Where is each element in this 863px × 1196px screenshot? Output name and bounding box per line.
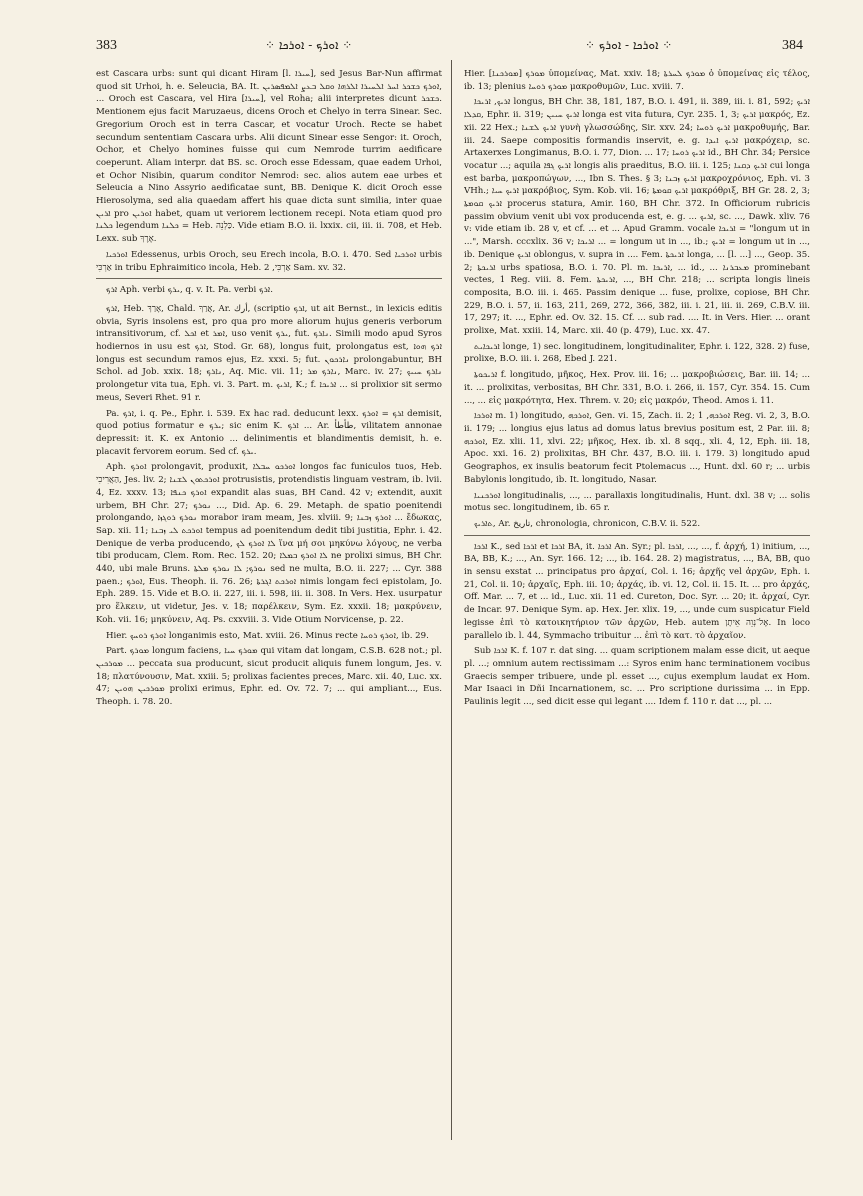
entry-paragraph: ܐܪܝܟ, ܐܪܝܟܐ longus, BH Chr. 38, 181, 187, B.O. i. 491, ii. 389, iii. i. 81, 592; ܐܪܝܟ ܩܕܠܐ, Ephr. ii. 319; ܐܪܝܟ ܚܝܝܢ longa est vita futura, Cyr. 235. 1, 3; ܐܪܝܟ μακρός, Ez. xii. 22 Hex.; ܐܪܝܟ ܠܫܢܐ γυνὴ γλωσσώδης, Sir. xxv. 24; ܐܪܝܟ ܪܘܚܐ μακροθυμής, Bar. iii. 24. Saepe compositis formandis inservit, e. g. ܐܪܝܟ ܐܝܕܐ μακρόχειρ, sc. Artaxerxes Longimanus, B.O. i. 77, Dion. ... 17; ܐܪܝܟ ܪܘܚܐ id., BH Chr. 34; Persice vocatur ...; aquila ܐܪܝܟ ܓܦܐ longis alis praeditus, B.O. iii. i. 125; ܐܪܝܟ ܕܩܢܐ cui longa est barba, μακροπώγων, ..., Ibn S. Thes. § 3; ܐܪܝܟ ܙܒܢܐ μακροχρόνιος, Eph. vi. 3 VHh.; ܐܪܝܟ ܚܝܐ μακρόβιος, Sym. Kob. vii. 16; ܐܪܝܟ ܩܘܡܬܐ μακρόθριξ, BH Gr. 28. 2, 3; ܐܪܝܟ ܩܘܡܬܐ procerus statura, Amir. 160, BH Chr. 372. In Officiorum rubricis passim obvium venit ubi vox producenda est, e. g. ... ܐܪܝܟ, sc. ..., Dawk. xliv. 76 v: vide etiam ib. 28 v, et cf. ... et ... Apud Gramm. vocale ܐܪܝܟܐ = "longum ut in ...", Marsh. cccxlix. 36 v; ܐܪܝܟܐ ... = longum ut in ..., ib.; ܐܪܝܟ = longum ut in ..., ib. Denique ܐܪܝܟ oblongus, v. supra in .... Fem. ܐܪܝܟܬܐ longa, ... [l. ...] ..., Geop. 35. 2; ܐܪܝܟܬܐ urbs spatiosa, B.O. i. 70. Pl. m. ܐܪܝܟܐ, ... id., ... ܡܥܒܪܢܐ prominebant vectes, 1 Reg. viii. 8. Fem. ܐܪܝܟܬܐ, ..., BH Chr. 218; ... scripta longis lineis composita, B.O. iii. i. 465. Passim denique ... fuse, prolixe, copiose, BH Chr. 229, B.O. i. 57, ii. 163, 211, 269, 272, 366, 382, iii. i. 21, iii. ii. 269, C.B.V. iii. 17, 297; it. ..., Ephr. ed. Ov. 32. 15. Cf. ... sub rad. .... It. in Vers. Hier. ... orant prolixe, Mat. xxiii. 14, Marc. xii. 40 (p. 479), Luc. xx. 47.: [464, 97, 810, 337]
entry-paragraph: ܐܪܝܟܐܝܬ longe, 1) sec. longitudinem, longitudinaliter, Ephr. i. 122, 328. 2) fuse, prolixe, B.O. iii. i. 268, Ebed J. 221.: [464, 341, 810, 365]
entry-paragraph: Pa. ܐܪܟ, i. q. Pe., Ephr. i. 539. Ex hac rad. deducunt lexx. ܐܪܟ = ܐܘܪܟ demisit, quod potius formatur e ܝܪܟ; sic enim K. ܐܪܟ ... Ar. طأطأ, vilitatem annonae depressit: it. K. ex Antonio ... delinimentis et blandimentis demisit, h. e. placavit fervorem eorum. Sed cf. ܝܪܟ.: [96, 408, 442, 457]
entry-paragraph: ܐܪܝܟܘܬܐ f. longitudo, μῆκος, Hex. Prov. iii. 16; ... μακροβιώσεις, Bar. iii. 14; ... it. ... prolixitas, verbositas, BH Chr. 331, B.O. i. 266, ii. 157, Cyr. 354. 15. Cum ..., ... εἰς μακρότητα, Hex. Threm. v. 20; εἰς μακρόν, Theod. Amos i. 11.: [464, 370, 810, 406]
entry-paragraph: Part. ܡܘܪܟ longum faciens, ܡܘܪܟ ܚܝܐ qui vitam dat longam, C.S.B. 628 not.; pl. ܡܘܪܟܝܢ ... peccata sua producunt, sicut producit aliquis funem longum, Jes. v. 18; πλατύνουσιν, Mat. xxiii. 5; prolixas facientes preces, Marc. xii. 40, Luc. xx. 47; ܡܘܪܟܝܢ ܗܘܝܢ prolixi erimus, Ephr. ed. Ov. 72. 7; ... qui ampliant..., Eus. Theoph. i. 78. 20.: [96, 646, 442, 708]
entry-separator: [464, 535, 810, 536]
entry-paragraph: ܐܪܟ Aph. verbi ܝܪܟ, q. v. It. Pa. verbi ܐܪܟ.: [106, 285, 273, 296]
left-column: [96, 68, 442, 1138]
entry-paragraph: ܐܘܪܟܝܐ Edessenus, urbis Oroch, seu Erech incola, B.O. i. 470. Sed ܐܘܪܟܝܐ urbis אַרְכִּי in tribu Ephraimitico incola, Heb. אַרְכִּי, 2 Sam. xv. 32.: [96, 249, 442, 273]
page-header: [0, 38, 863, 60]
entry-paragraph: ܐܘܪܟܐ m. 1) longitudo, ܐܘܪܟܗ, Gen. vi. 15, Zach. ii. 2; ܐܘܪܟܗ, 1 Reg. vi. 2, 3, B.O. ii. 179; ... longius ejus latus ad domus latus brevius positum est, 2 Par. iii. 8; ܐܘܪܟܗ, Ez. xlii. 11, xlvi. 22; μῆκος, Hex. ib. xl. 8 sqq., xli. 4, 12, Eph. iii. 18, Apoc. xxi. 16. 2) prolixitas, BH Chr. 437, B.O. iii. i. 179. 3) longitudo apud Geographos, ex insulis beatorum fecit Ptolemacus ..., Hunt. dxl. 60 r; ... urbis Babylonis longitudo, ib. It. longitudo, Nasar.: [464, 411, 810, 485]
entry-paragraph: ܐܪܟܐ K., sed ܐܪܟܐ et ܐܪܟܐ BA, it. ܐܪܟܐ An. Syr.; pl. ܐܪܟܐ, ..., ..., f. ἀρχή, 1) initium, ..., BA, BB, K.; ..., An. Syr. 166. 12; ..., ib. 164. 28. 2) magistratus, ..., BA, BB, quo in sensu exstat ... principatus pro ἀρχαί, Col. i. 16; ἀρχῆς vel ἀρχῶν, Eph. i. 21, Col. ii. 10; ἀρχαῖς, Eph. iii. 10; ἀρχάς, ib. vi. 12, Col. ii. 15. It. ... pro ἀρχάς, Off. Mar. ... 7, et ... id., Luc. xii. 11 ed. Cureton, Doc. Syr. ... 20; it. ἀρχαί, Cyr. de Incar. 97. Denique Sym. ap. Hex. Jer. xlix. 19, ..., unde cum suspicatur Field legisse ἐπὶ τὸ κατοικητήριον τῶν ἀρχῶν, Heb. autem אֶל־נְוֵה אֵיתָן. In loco parallelo ib. l. 44, Symmacho tribuitur ... ἐπὶ τὸ κατ. τὸ ἀρχαῖον.: [464, 541, 810, 641]
running-head-right: ⁘ ܐܘܪܟܐ - ܐܘܪܟ ⁘: [585, 38, 673, 52]
page-number-left: 383: [96, 38, 117, 53]
entry-paragraph: est Cascara urbs: sunt qui dicant Hiram [l. ܚܝܪܐ], sed Jesus Bar-Nun affirmat quod sit Urhoi, h. e. Seleucia, BA. It. ܐܘܪܟ ܟܫܟܪ ܐܚܪ ܐܠܚܝܪܐ ܐܠܪܗܐ ܘܩܠ ܒܥܨ ܐܠܡܦܣܪܝܢ, ... Oroch est Cascara, vel Hira [ܚܝܪܐ], vel Roha; alii interpretes dicunt ܟܫܟܪ. Mentionem ejus facit Maruzaeus, dicens Oroch et Chelyo in terra Sinear. Sec. Gregorium Oroch est in terra Cascar, et vocatur Uroch. Recte se habet secundum sententiam Cascara urbs. Alii dicunt Sinear esse Sengor: it. Oroch, Ochor, et Chelyo homines fuisse qui cum Nemrode turrim aedificare coeperunt. Aliam interpr. dat BS. sc. Oroch esse Edessam, quae eadem Urhoi, et Ochor Nisibin, quarum conditor Nemrod: sec. alios autem eae urbes et Seleucia a Nino Assyrio aedificatae sunt, BB. Denique K. dicit Oroch esse Hierosolyma, sed alia quaedam affert his quae dicta sunt similia, inter quae ܐܪܝܢ pro ܐܘܪܝܢ habet, quam ut veriorem lectionem recepi. Nota etiam quod pro ܟܠܢܐ legendum ܟܠܢܐ = Heb. כַּלְנֵה. Vide etiam B.O. ii. lxxix. cii, iii. ii. 708, et Heb. Lexx. sub אֶרֶךְ.: [96, 69, 442, 245]
right-column: [464, 68, 810, 1138]
entry-paragraph: Sub ܐܪܟܐ K. f. 107 r. dat sing. ... quam scriptionem malam esse dicit, ut aeque pl. ...; omnium autem rectissimam ...: Syros enim hanc terminationem vocibus Graecis semper tribuere, unde pl. esset ..., cujus exemplum laudat ex Hom. Mar Isaaci in Dñi Incarnationem, sc. ... Pro scriptione durissima ... in Epp. Paulinis legit ..., sed dicit esse qui legant .... Idem f. 110 r. dat ..., pl. ...: [464, 646, 810, 708]
page-number-right: 384: [782, 38, 803, 53]
entry-paragraph: Hier. ܐܘܪܟ ܪܘܚܟ longanimis esto, Mat. xviii. 26. Minus recte ܐܘܪܟ ܪܘܚܐ, ib. 29.: [106, 630, 429, 641]
running-head-left: ⁘ ܐܘܪܟ - ܐܘܪܟܐ ⁘: [265, 38, 353, 52]
entry-paragraph: ܬܐܪܝܟ, Ar. تاريخ, chronologia, chronicon, C.B.V. ii. 522.: [474, 518, 701, 529]
column-divider: [451, 60, 452, 1140]
entry-paragraph: ܐܘܪܟܢܝܐ longitudinalis, ..., ... parallaxis longitudinalis, Hunt. dxl. 38 v; ... solis motus sec. longitudinem, ib. 65 r.: [464, 490, 810, 514]
entry-paragraph: ܐܪܟ, Heb. אָרַךְ, Chald. אֲרַךְ, Ar. أرك, (scriptio ܐܪܟ, ut ait Bernst., in lexicis editis obvia, Syris insolens est, pro qua pro more aliorum hujus generis verborum intransitivorum, cf. ܐܟܠ et ܐܡܪ, uso venit ܝܪܟ, fut. ܢܐܪܟ. Simili modo apud Syros hodiernos in usu est ܐܪܟ, Stod. Gr. 68), longus fuit, prolongatus est, ܐܪܟ ܗܘܐ longus est secundum ramos ejus, Ez. xxxi. 5; fut. ܢܐܪܟܘܢ prolongabuntur, BH Schol. ad Job. xxix. 18; ܢܐܪܟ, Aq. Mic. vii. 11; ܢܐܪܟ ܡܪ, Marc. iv. 27; ܢܐܪܟ ܚܝܝܟ prolongetur vita tua, Eph. vi. 3. Part. m. ܐܪܝܟ, K.; f. ܐܪܝܟܐ ... si prolixior sit sermo meus, Severi Rhet. 91 r.: [96, 303, 442, 403]
entry-separator: [96, 278, 442, 279]
entry-paragraph: Hier. ܡܘܪܟ [ܡܘܪܟܢܐ] ὑπομείνας, Mat. xxiv. 18; ܡܘܪܟ ܠܚܪܬܐ ὁ ὑπομείνας εἰς τέλος, ib. 13; plenius ܡܘܪܟ ܪܘܚܐ μακροθυμῶν, Luc. xviii. 7.: [464, 69, 810, 92]
entry-paragraph: Aph. ܐܘܪܟ prolongavit, produxit, ܐܘܪܟܘ ܚܒܠܐ longos fac funiculos tuos, Heb. הַאֲרִיכִי, Jes. liv. 2; ܐܘܪܟܬܘܢ ܠܫܢܐ protrusistis, protendistis linguam vestram, ib. lvii. 4, Ez. xxxv. 13; ܐܘܪܟ ܟܢܦܐ expandit alas suas, BH Cand. 42 v; extendit, auxit urbem, BH Chr. 27; ܢܘܪܟ ..., Did. Ap. 6. 29. Metaph. de spatio poenitendi prolongando, ܢܘܪܟ ܪܘܓܙܐ morabor iram meam, Jes. xlviii. 9; ܐܘܪܟ ܙܒܢܐ ... ἔδωκας, Sap. xii. 11; ܐܘܪܟܬ ܠܝ ܙܒܢܐ tempus ad poenitendum dedit tibi justitia, Ephr. i. 42. Denique de verba producendo, ܠܐ ܐܘܪܟ ܠܟ ἵνα μή σοι μηκύνω λόγους, ne verba tibi producam, Clem. Rom. Rec. 152. 20; ܠܐ ܐܘܪܟ ܒܡܠܐ ne prolixi simus, BH Chr. 440, ubi male Bruns. ܢܘܪܟ; ܠܐ ܢܘܪܟ ܡܠܬܐ sed ne multa, B.O. ii. 227; ... Cyr. 388 paen.; ܐܘܪܟ, Eus. Theoph. ii. 76. 26; ܐܘܪܟܬ ܐܓܪܬܐ nimis longam feci epistolam, Jo. Eph. 289. 15. Vide et B.O. ii. 227, iii. i. 598, iii. ii. 308. In Vers. Hex. usurpatur pro ἕλκειν, ut videtur, Jes. v. 18; παρέλκειν, Sym. Ez. xxxii. 18; μακρύνειν, Koh. vii. 16; μηκύνειν, Aq. Ps. cxxviii. 3. Vide Otium Norvicense, p. 22.: [96, 462, 442, 625]
